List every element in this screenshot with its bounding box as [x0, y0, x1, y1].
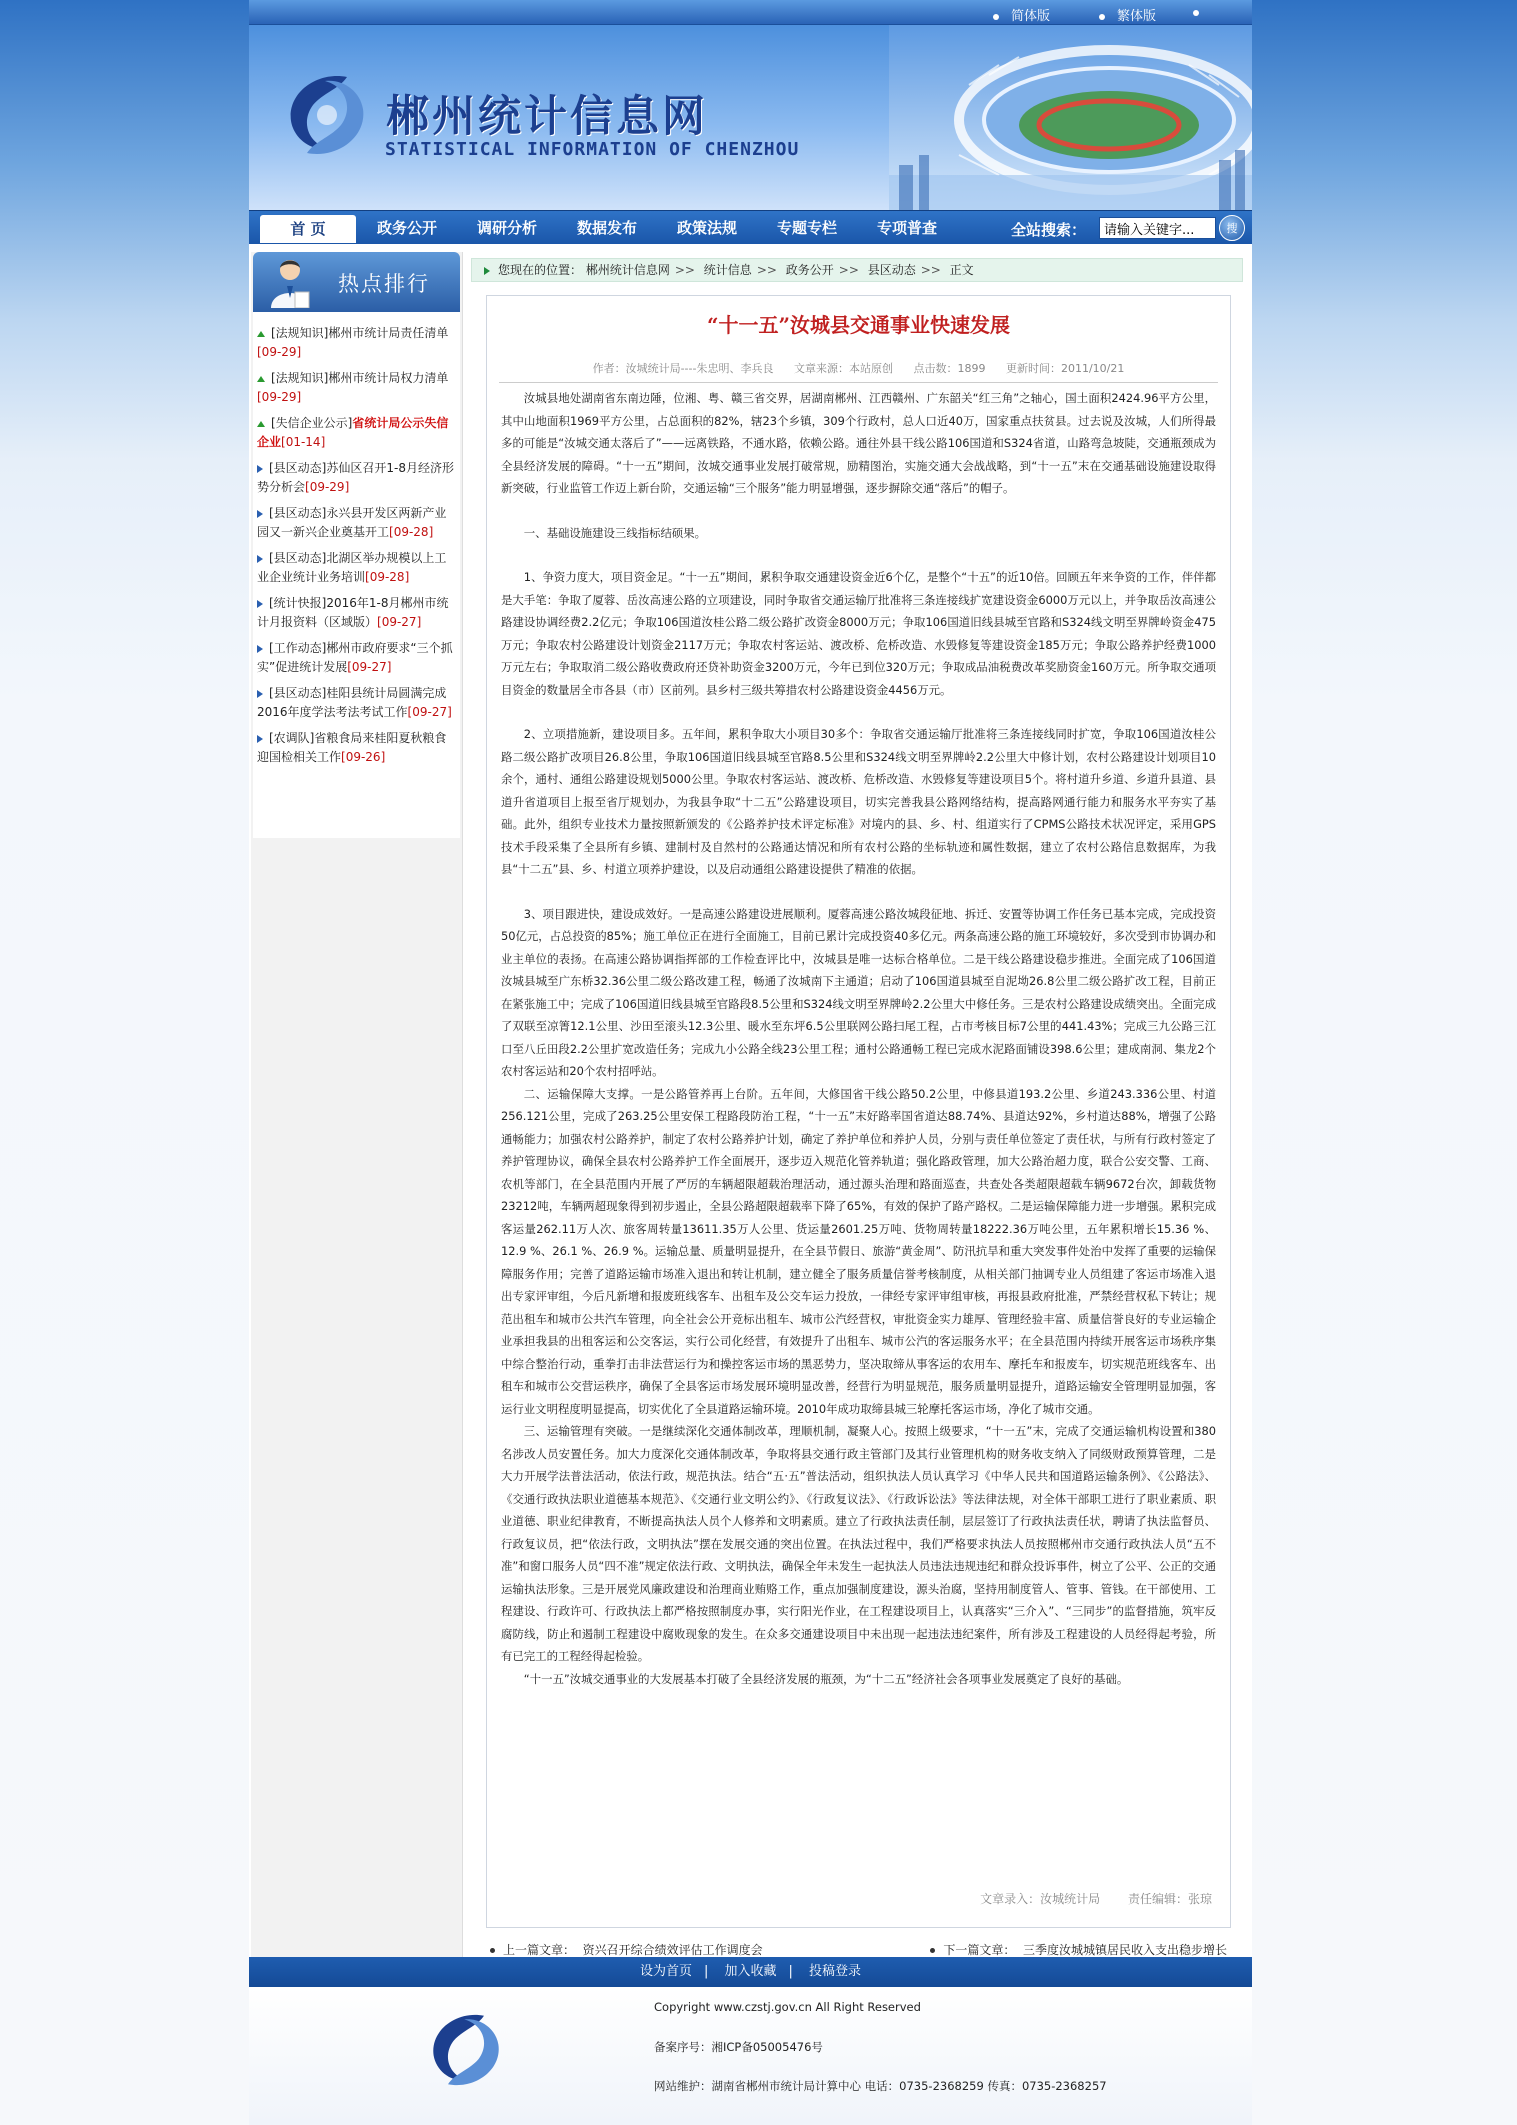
- article: [486, 295, 1231, 1928]
- hot-item-title[interactable]: 桂阳县统计局圆满完成2016年度学法考法考试工作: [257, 686, 447, 719]
- footer: [249, 1987, 1252, 2125]
- breadcrumb-separator: >>: [674, 263, 695, 277]
- breadcrumb: [471, 258, 1243, 282]
- main-content: [471, 258, 1243, 1957]
- hot-item-date: [09-28]: [389, 525, 434, 539]
- hot-item-category[interactable]: [县区动态]: [269, 506, 327, 520]
- stadium-illustration: [889, 25, 1252, 210]
- hot-item-date: [09-28]: [365, 570, 410, 584]
- article-paragraph: 三、运输管理有突破。一是继续深化交通体制改革，理顺机制，凝聚人心。按照上级要求，“十一五”末，完成了交通运输机构设置和380名涉改人员安置任务。加大力度深化交通体制改革，争取将县交通行政主管部门及其行业管理机构的财务收支纳入了同级财政预算管理，二是大力开展学法普法活动，依法行政，规范执法。结合“五·五”普法活动，组织执法人员认真学习《中华人民共和国道路运输条例》、《公路法》、《交通行政执法职业道德基本规范》、《交通行业文明公约》、《行政复议法》、《行政诉讼法》等法律法规，对全体干部职工进行了职业素质、职业道德、职业纪律教育，不断提高执法人员个人修养和文明素质。建立了行政执法责任制，层层签订了行政执法责任状，聘请了执法监督员、行政复议员，把“依法行政，文明执法”摆在发展交通的突出位置。在执法过程中，我们严格要求执法人员按照郴州市交通行政执法人员“五不准”和窗口服务人员“四不准”规定依法行政、文明执法，确保全年未发生一起执法人员违法违规违纪和群众投诉事件，树立了公平、公正的交通运输执法形象。三是开展党风廉政建设和治理商业贿赂工作，重点加强制度建设，源头治腐，坚持用制度管人、管事、管钱。在干部使用、工程建设、行政许可、行政执法上都严格按照制度办事，实行阳光作业，在工程建设项目上，认真落实“三介入”、“三同步”的监督措施，筑牢反腐防线，防止和遏制工程建设中腐败现象的发生。在众多交通建设项目中未出现一起违法违纪案件，所有涉及工程建设的人员经得起考验，所有已完工的工程经得起检验。: [501, 1424, 1216, 1663]
- site-title-cn: 郴州统计信息网: [386, 92, 708, 142]
- bullet-icon: [993, 14, 999, 20]
- breadcrumb-current: 正文: [949, 263, 974, 277]
- hot-item-date: [09-27]: [377, 615, 422, 629]
- hot-item-title[interactable]: 2016年1-8月郴州市统计月报资料（区域版）: [257, 596, 449, 629]
- hot-item-category[interactable]: [农调队]: [269, 731, 315, 745]
- breadcrumb-link-home[interactable]: 郴州统计信息网: [585, 263, 670, 277]
- arrow-right-icon: [257, 735, 263, 743]
- set-homepage-link[interactable]: 设为首页: [639, 1964, 692, 1979]
- top-strip: [249, 0, 1252, 25]
- article-source: 文章来源：本站原创: [793, 362, 893, 375]
- bullet-icon: [1193, 5, 1211, 20]
- hot-item-title[interactable]: 永兴县开发区两新产业园又一新兴企业奠基开工: [257, 506, 447, 539]
- hot-list-item[interactable]: [255, 369, 458, 407]
- hot-item-category[interactable]: [法规知识]: [271, 371, 329, 385]
- article-paragraph: 一、基础设施建设三线指标结硕果。: [523, 525, 707, 540]
- hot-ranking-header: [253, 252, 460, 312]
- article-paragraph: 1、争资力度大，项目资金足。“十一五”期间，累积争取交通建设资金近6个亿，是整个“十五”的近10倍。回顾五年来争资的工作，伴伴都是大手笔：争取了厦蓉、岳汝高速公路的立项建设，同时争取省交通运输厅批准将三条连接线扩宽建设资金6000万元以上，并争取岳汝高速公路建设协调经费2.2亿元；争取106国道汝桂公路二级公路扩改资金8000万元；争取106国道旧线县城至官路和S324线文明至界牌岭资金475万元；争取农村公路建设计划资金2117万元；争取农村客运站、渡改桥、危桥改造、水毁修复等建设资金185万元；争取公路养护经费1000万元左右；争取取消二级公路收费政府还贷补助资金3200万元，今年已到位320万元；争取成品油税费改革奖励资金160万元。所争取交通项目资金的数量居全市各县（市）区前列。县乡村三级共筹措农村公路建设资金4456万元。: [501, 570, 1216, 697]
- search-label: 全站搜索：: [1011, 221, 1087, 239]
- arrow-right-icon: [257, 690, 263, 698]
- search-input[interactable]: [1099, 217, 1216, 239]
- arrow-right-icon: [257, 645, 263, 653]
- site-title-en: STATISTICAL INFORMATION OF CHENZHOU: [385, 139, 800, 160]
- footer-icp: 备案序号：湘ICP备05005476号: [654, 2040, 823, 2054]
- footer-logo-icon: [421, 2005, 511, 2095]
- hot-list-item[interactable]: [255, 639, 458, 677]
- article-paragraph: 3、项目跟进快，建设成效好。一是高速公路建设进展顺利。厦蓉高速公路汝城段征地、拆迁、安置等协调工作任务已基本完成，完成投资50亿元，占总投资的85%；施工单位正在进行全面施工，目前已累计完成投资40多亿元。两条高速公路的施工环境较好，多次受到市协调办和业主单位的表扬。在高速公路协调指挥部的工作检查评比中，汝城县是唯一达标合格单位。二是干线公路建设稳步推进。全面完成了106国道汝城县城至广东桥32.36公里二级公路改建工程，畅通了汝城南下主通道；启动了106国道县城至自泥坳26.8公里二级公路扩改工程，目前正在紧张施工中；完成了106国道旧线县城至官路段8.5公里和S324线文明至界牌岭2.2公里大中修任务。三是农村公路建设成绩突出。全面完成了双联至凉箐12.1公里、沙田至滚头12.3公里、暖水至东坪6.5公里联网公路扫尾工程，占市考核目标7公里的441.43%；完成三九公路三江口至八丘田段2.2公里扩宽改造任务；完成九小公路全线23公里工程；通村公路通畅工程已完成水泥路面铺设398.6公里；建成南洞、集龙2个农村客运站和20个农村招呼站。: [501, 906, 1216, 1078]
- breadcrumb-separator: >>: [838, 263, 859, 277]
- breadcrumb-link-stats-info[interactable]: 统计信息: [703, 263, 752, 277]
- submit-login-link[interactable]: 投稿登录: [809, 1964, 862, 1979]
- prev-article-link[interactable]: 资兴召开综合绩效评估工作调度会: [582, 1943, 763, 1957]
- main-nav: [249, 210, 1252, 244]
- hot-item-category[interactable]: [工作动态]: [269, 641, 327, 655]
- hot-item-category[interactable]: [失信企业公示]: [271, 416, 353, 430]
- search-button[interactable]: 搜: [1219, 215, 1245, 241]
- site-logo-icon: [277, 65, 377, 165]
- hot-ranking-list: [253, 312, 460, 838]
- hot-item-date: [09-29]: [257, 345, 302, 359]
- article-paragraph: 2、立项措施新，建设项目多。五年间，累积争取大小项目30多个：争取省交通运输厅批准将三条连接线同时扩宽，争取106国道汝桂公路二级公路扩改项目26.8公里，争取106国道旧线县城至官路8.5公里和S324线文明至界牌岭2.2公里大中修计划，农村公路建设计划项目10余个，通村、通组公路建设规划5000公里。争取农村客运站、渡改桥、危桥改造、水毁修复等建设项目5个。将村道升乡道、乡道升县道、县道升省道项目上报至省厅规划办，为我县争取“十二五”公路建设项目，切实完善我县公路网络结构，提高路网通行能力和服务水平夯实了基础。此外，组织专业技术力量按照新颁发的《公路养护技术评定标准》对境内的县、乡、村、组道实行了CPMS公路技术状况评定，采用GPS技术手段采集了全县所有乡镇、建制村及自然村的公路通达情况和所有农村公路的坐标轨迹和属性数据，建立了农村公路信息数据库，为我县“十二五”县、乡、村道立项养护建设，以及启动通组公路建设提供了精准的依据。: [501, 727, 1216, 876]
- bullet-icon: [930, 1948, 935, 1953]
- page-wrapper: [249, 0, 1252, 2125]
- hot-item-category[interactable]: [法规知识]: [271, 326, 329, 340]
- arrow-right-icon: [257, 600, 263, 608]
- breadcrumb-link-county-news[interactable]: 县区动态: [867, 263, 916, 277]
- breadcrumb-prefix: 您现在的位置：: [498, 263, 583, 277]
- hot-item-title[interactable]: 北湖区举办规模以上工业企业统计业务培训: [257, 551, 447, 584]
- article-meta: [487, 360, 1230, 376]
- nav-home[interactable]: 首 页: [260, 215, 356, 243]
- hot-item-title[interactable]: 郴州市政府要求“三个抓实”促进统计发展: [257, 641, 453, 674]
- hot-item-title[interactable]: 省统计局公示失信企业: [257, 416, 449, 449]
- hot-item-title[interactable]: 苏仙区召开1-8月经济形势分析会: [257, 461, 454, 494]
- hot-item-title[interactable]: 郴州市统计局权力清单: [328, 371, 449, 385]
- hot-item-date: [09-26]: [341, 750, 386, 764]
- next-article-link[interactable]: 三季度汝城城镇居民收入支出稳步增长: [1022, 1943, 1227, 1957]
- nav-census[interactable]: 专项普查: [876, 219, 937, 237]
- hot-item-category[interactable]: [县区动态]: [269, 686, 327, 700]
- hot-item-title[interactable]: 郴州市统计局责任清单: [328, 326, 449, 340]
- hot-list-item[interactable]: [255, 504, 458, 542]
- nav-research[interactable]: 调研分析: [476, 219, 537, 237]
- bullet-icon: [490, 1948, 495, 1953]
- hot-item-date: [09-29]: [257, 390, 302, 404]
- sidebar: [251, 252, 463, 1957]
- arrow-up-icon: [257, 331, 265, 337]
- hot-list-item[interactable]: [255, 594, 458, 632]
- nav-government-affairs[interactable]: 政务公开: [376, 219, 437, 237]
- hot-item-title[interactable]: 省粮食局来桂阳夏秋粮食迎国检相关工作: [257, 731, 447, 764]
- article-title: “十一五”汝城县交通事业快速发展: [706, 313, 1010, 337]
- footer-maintainer: 网站维护：湖南省郴州市统计局计算中心 电话：0735-2368259 传真：0735-2368257: [654, 2079, 1107, 2093]
- hot-item-date: [09-27]: [347, 660, 392, 674]
- add-favorite-link[interactable]: 加入收藏: [724, 1964, 777, 1979]
- next-article[interactable]: 下一篇文章： 三季度汝城城镇居民收入支出稳步增长: [930, 1938, 1227, 1962]
- hot-list-item[interactable]: [255, 414, 458, 452]
- arrow-right-icon: [257, 555, 263, 563]
- hot-item-category[interactable]: [县区动态]: [269, 461, 327, 475]
- hot-ranking-title: 热点排行: [338, 272, 430, 296]
- article-editor: 责任编辑：张琼: [1127, 1892, 1212, 1906]
- hot-item-date: [09-27]: [407, 705, 452, 719]
- article-footer: [956, 1890, 1212, 1907]
- arrow-up-icon: [257, 376, 265, 382]
- hot-item-date: [09-29]: [305, 480, 350, 494]
- nav-data-release[interactable]: 数据发布: [576, 219, 637, 237]
- article-paragraph: 汝城县地处湖南省东南边陲，位湘、粤、赣三省交界，居湖南郴州、江西赣州、广东韶关“红三角”之轴心，国土面积2424.96平方公里，其中山地面积1969平方公里，占总面积的82%，辖23个乡镇，309个行政村，总人口近40万，国家重点扶贫县。过去说及汝城，人们所得最多的可能是“汝城交通太落后了”——远离铁路，不通水路，依赖公路。通往外县干线公路106国道和S324省道，山路弯急坡陡，交通瓶颈成为全县经济发展的障碍。“十一五”期间，汝城交通事业发展打破常规，励精图治，实施交通大会战战略，到“十一五”末在交通基础设施建设取得新突破，行业监管工作迈上新台阶，交通运输“三个服务”能力明显增强，逐步摒除交通“落后”的帽子。: [501, 391, 1216, 495]
- article-clicks: 点击数：1899: [913, 362, 986, 375]
- traditional-link[interactable]: 繁体版: [1099, 5, 1156, 24]
- bullet-icon: [1099, 14, 1105, 20]
- hot-list-item[interactable]: [255, 549, 458, 587]
- hot-list-item[interactable]: [255, 684, 458, 722]
- site-banner: [249, 25, 1252, 210]
- article-body: [487, 383, 1230, 1690]
- hot-item-category[interactable]: [县区动态]: [269, 551, 327, 565]
- hot-list-item[interactable]: [255, 459, 458, 497]
- person-icon: [267, 256, 313, 308]
- arrow-right-icon: [484, 267, 490, 275]
- simplified-link[interactable]: 简体版: [993, 5, 1050, 24]
- prev-article[interactable]: 上一篇文章： 资兴召开综合绩效评估工作调度会: [490, 1938, 763, 1962]
- arrow-up-icon: [257, 421, 265, 427]
- nav-policy[interactable]: 政策法规: [676, 219, 737, 237]
- hot-item-category[interactable]: [统计快报]: [269, 596, 327, 610]
- article-updated: 更新时间：2011/10/21: [1005, 362, 1125, 375]
- article-paragraph: 二、运输保障大支撑。一是公路管养再上台阶。五年间，大修国省干线公路50.2公里，中修县道193.2公里、乡道243.336公里、村道256.121公里，完成了263.25公里安保工程路段防治工程，“十一五”末好路率国省道达88.74%、县道达92%，乡村道达88%，增强了公路通畅能力；加强农村公路养护，制定了农村公路养护计划，确定了养护单位和养护人员，分别与责任单位签定了责任状，与所有行政村签定了养护管理协议，确保全县农村公路养护工作全面展开，逐步迈入规范化管养轨道；强化路政管理，加大公路治超力度，联合公安交警、工商、农机等部门，在全县范围内开展了严厉的车辆超限超载治理活动，通过源头治理和路面巡查，共查处各类超限超载车辆9672台次，卸载货物23212吨，车辆两超现象得到初步遏止，全县公路超限超载率下降了65%，有效的保护了路产路权。二是运输保障能力进一步增强。累积完成客运量262.11万人次、旅客周转量13611.35万人公里、货运量2601.25万吨、货物周转量18222.36万吨公里，五年累积增长15.36 %、12.9 %、26.1 %、26.9 %。运输总量、质量明显提升，在全县节假日、旅游“黄金周”、防汛抗旱和重大突发事件处治中发挥了重要的运输保障服务作用；完善了道路运输市场准入退出和转让机制，建立健全了服务质量信誉考核制度，从相关部门抽调专业人员组建了客运市场准入退出专家评审组，今后凡新增和报废班线客车、出租车及公交车运力投放，一律经专家评审组审核，再报县政府批准，严禁经营权私下转让；规范出租车和城市公共汽车管理，向全社会公开竞标出租车、城市公汽经营权，审批资金实力雄厚、管理经验丰富、质量信誉良好的专业运输企业承担我县的出租客运和公交客运，实行公司化经营，有效提升了出租车、城市公汽的客运服务水平；在全县范围内持续开展客运市场秩序集中综合整治行动，重拳打击非法营运行为和操控客运市场的黑恶势力，坚决取缔从事客运的农用车、摩托车和报废车，切实规范班线客车、出租车和城市公交营运秩序，确保了全县客运市场发展环境明显改善，经营行为明显规范，服务质量明显提升，道路运输安全管理明显加强，客运行业文明程度明显提高，切实优化了全县道路运输环境。2010年成功取缔县城三轮摩托客运市场，净化了城市交通。: [501, 1086, 1216, 1416]
- arrow-right-icon: [257, 465, 263, 473]
- nav-topics[interactable]: 专题专栏: [776, 219, 837, 237]
- article-paragraph: “十一五”汝城交通事业的大发展基本打破了全县经济发展的瓶颈，为“十二五”经济社会各项事业发展奠定了良好的基础。: [523, 1671, 1129, 1686]
- breadcrumb-link-gov-affairs[interactable]: 政务公开: [785, 263, 834, 277]
- breadcrumb-separator: >>: [756, 263, 777, 277]
- breadcrumb-separator: >>: [920, 263, 941, 277]
- article-entered-by: 文章录入：汝城统计局: [980, 1892, 1101, 1906]
- hot-list-item[interactable]: [255, 729, 458, 767]
- footer-links-bar: 设为首页 | 加入收藏 | 投稿登录: [249, 1957, 1252, 1987]
- hot-list-item[interactable]: [255, 324, 458, 362]
- hot-item-date: [01-14]: [281, 435, 326, 449]
- arrow-right-icon: [257, 510, 263, 518]
- article-author: 作者：汝城统计局----朱忠明、李兵良: [592, 362, 774, 375]
- footer-copyright: Copyright www.czstj.gov.cn All Right Reserved: [654, 2000, 921, 2014]
